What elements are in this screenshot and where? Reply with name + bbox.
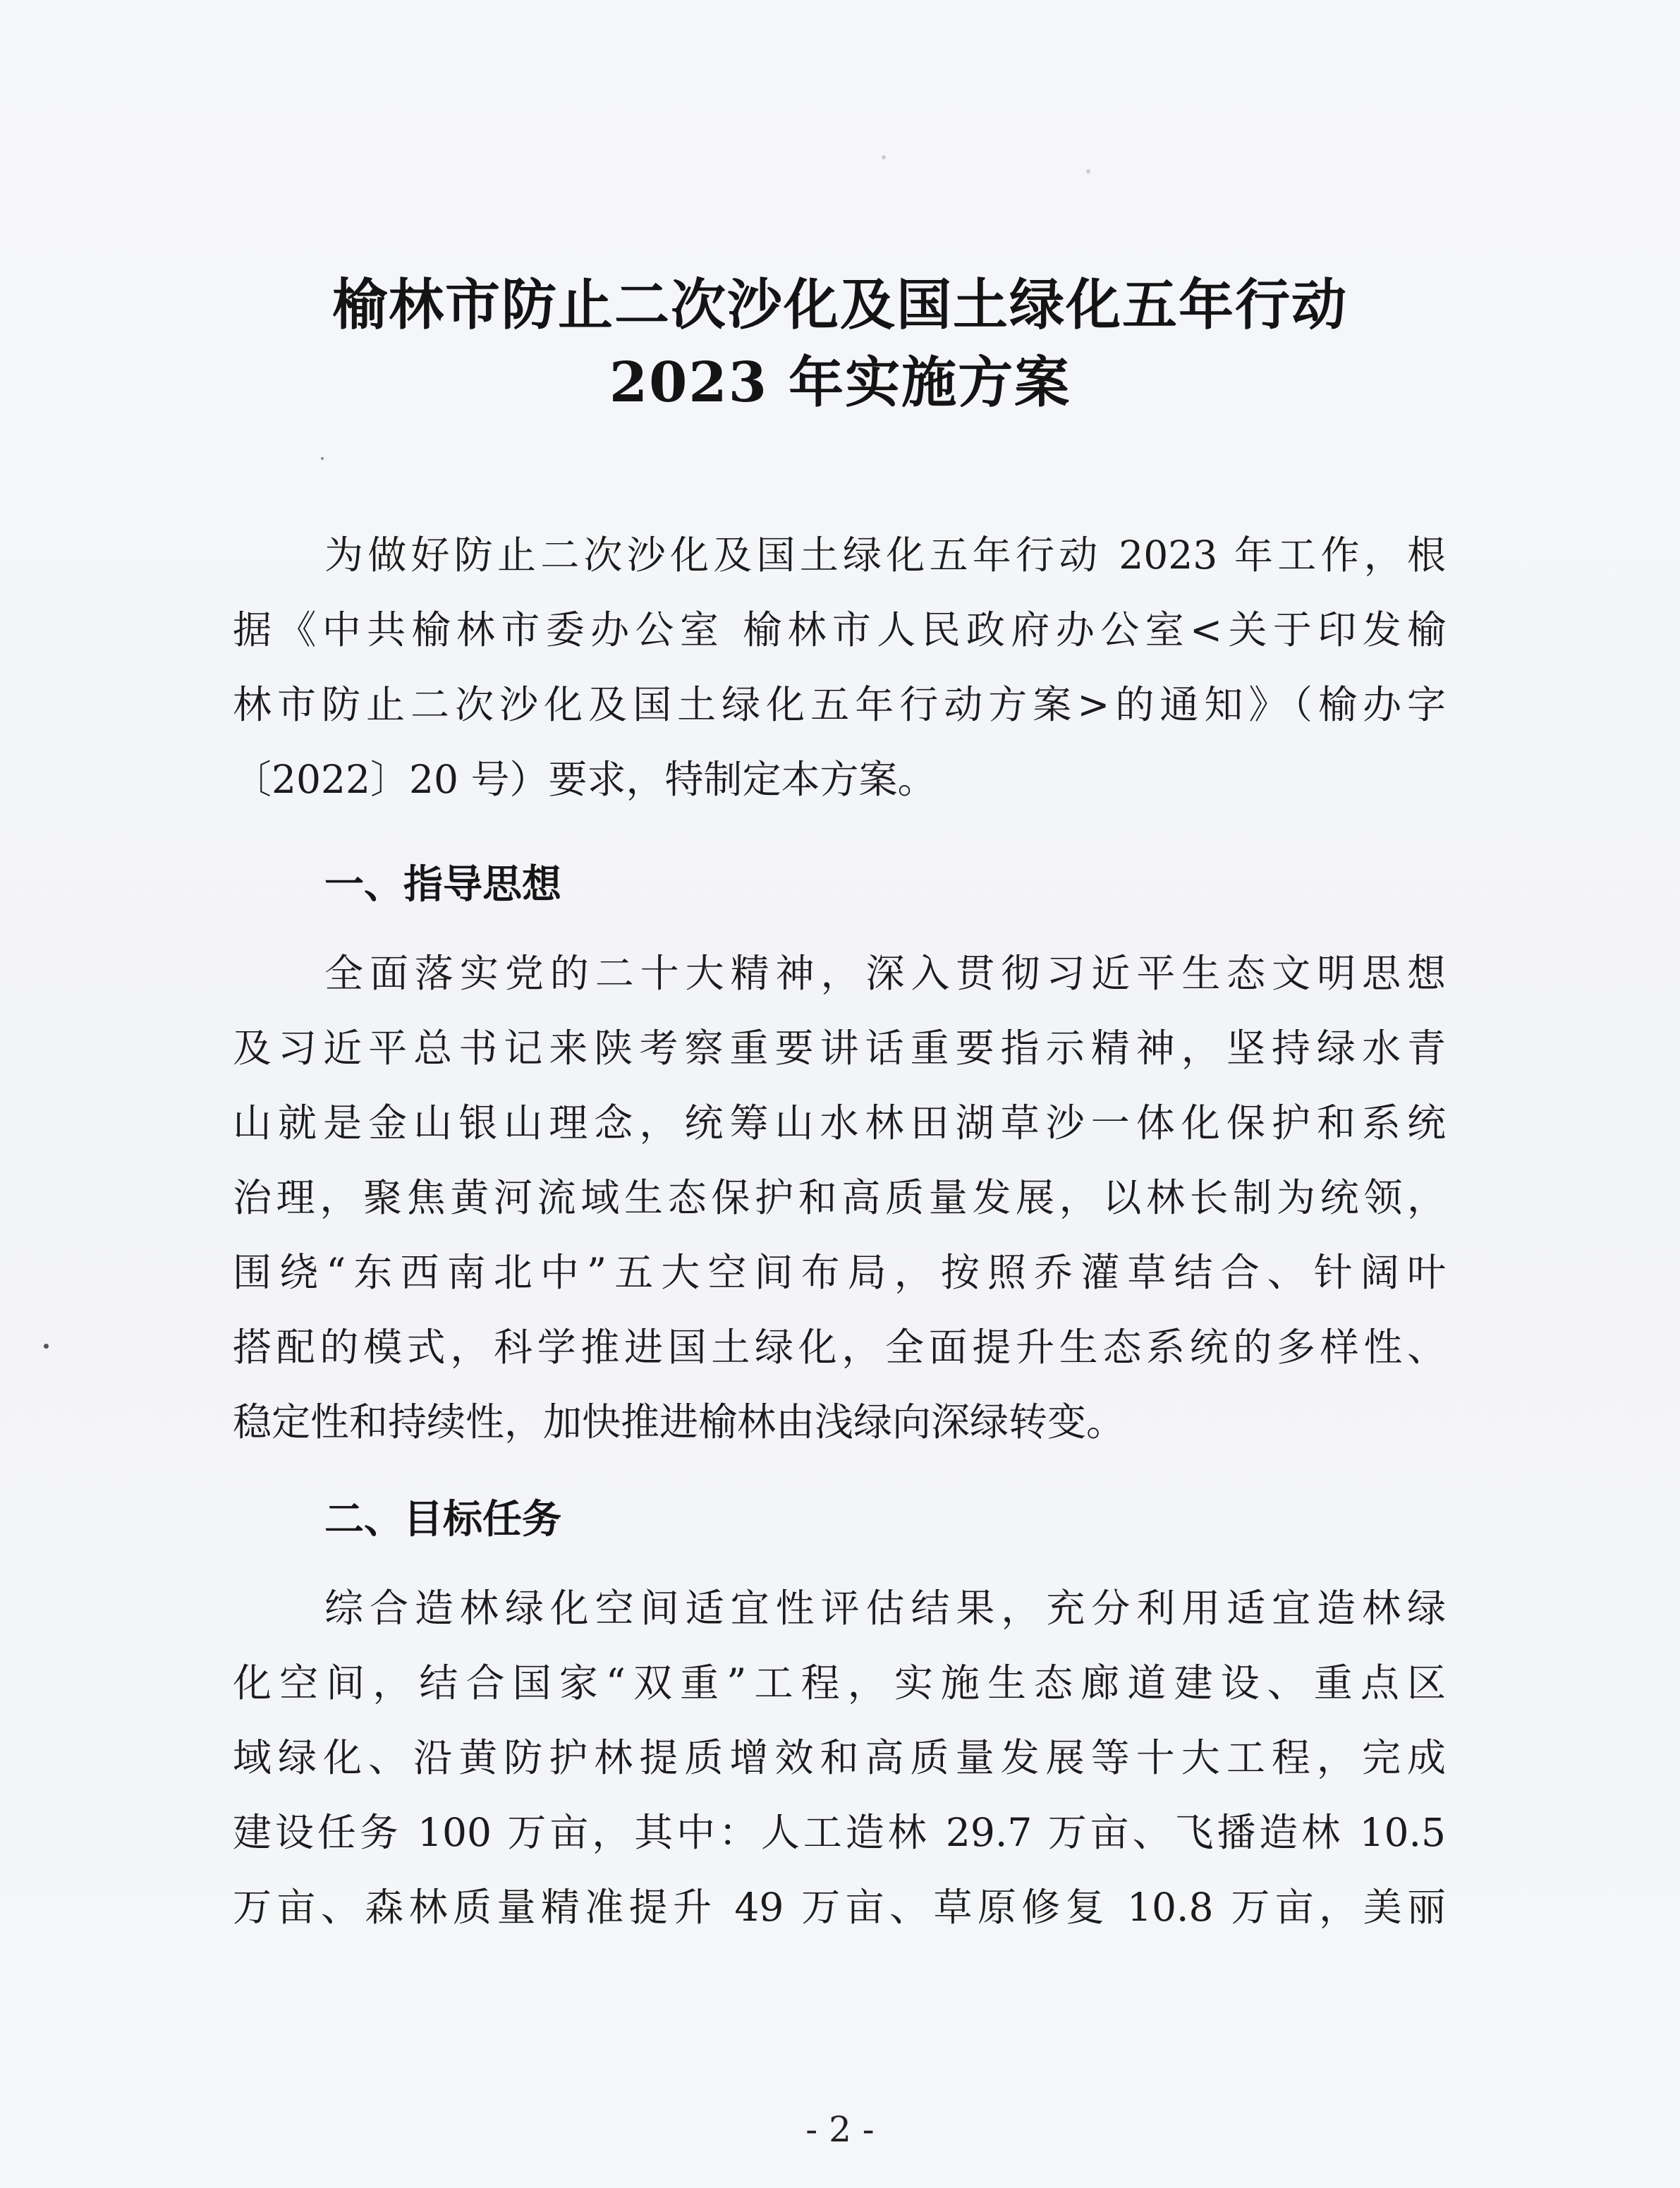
- section2-line: 建设任务 100 万亩，其中：人工造林 29.7 万亩、飞播造林 10.5: [233, 1810, 1446, 1855]
- section2-line: 万亩、森林质量精准提升 49 万亩、草原修复 10.8 万亩，美丽: [233, 1885, 1446, 1930]
- section2-line: 域绿化、沿黄防护林提质增效和高质量发展等十大工程，完成: [233, 1735, 1446, 1780]
- scan-speck: [882, 155, 886, 159]
- section2-line: 化空间，结合国家“双重”工程，实施生态廊道建设、重点区: [233, 1660, 1446, 1706]
- section1-line: 全面落实党的二十大精神，深入贯彻习近平生态文明思想: [324, 951, 1446, 996]
- section1-line: 及习近平总书记来陕考察重要讲话重要指示精神，坚持绿水青: [233, 1026, 1446, 1071]
- intro-line: 为做好防止二次沙化及国土绿化五年行动 2023 年工作，根: [324, 533, 1446, 578]
- section1-line: 搭配的模式，科学推进国土绿化，全面提升生态系统的多样性、: [233, 1325, 1446, 1370]
- intro-line: 林市防止二次沙化及国土绿化五年行动方案>的通知》（榆办字: [233, 682, 1446, 727]
- section1-line: 围绕“东西南北中”五大空间布局，按照乔灌草结合、针阔叶: [233, 1250, 1446, 1295]
- intro-line: 〔2022〕20 号）要求，特制定本方案。: [233, 757, 937, 802]
- section1-line: 山就是金山银山理念，统筹山水林田湖草沙一体化保护和系统: [233, 1100, 1446, 1145]
- intro-line: 据《中共榆林市委办公室 榆林市人民政府办公室<关于印发榆: [233, 607, 1446, 652]
- scan-speck: [1086, 169, 1090, 174]
- scan-speck: [321, 457, 324, 460]
- section1-line: 稳定性和持续性，加快推进榆林由浅绿向深绿转变。: [233, 1399, 1126, 1445]
- document-title-line-2: 2023 年实施方案: [609, 351, 1071, 415]
- page-number: - 2 -: [805, 2109, 875, 2150]
- section2-line: 综合造林绿化空间适宜性评估结果，充分利用适宜造林绿: [324, 1586, 1446, 1631]
- scan-speck: [44, 1344, 49, 1349]
- document-title-line-1: 榆林市防止二次沙化及国土绿化五年行动: [331, 273, 1348, 337]
- section1-line: 治理，聚焦黄河流域生态保护和高质量发展，以林长制为统领，: [233, 1175, 1446, 1220]
- section-heading-guiding-ideology: 一、指导思想: [324, 862, 561, 908]
- section-heading-targets-tasks: 二、目标任务: [324, 1497, 561, 1543]
